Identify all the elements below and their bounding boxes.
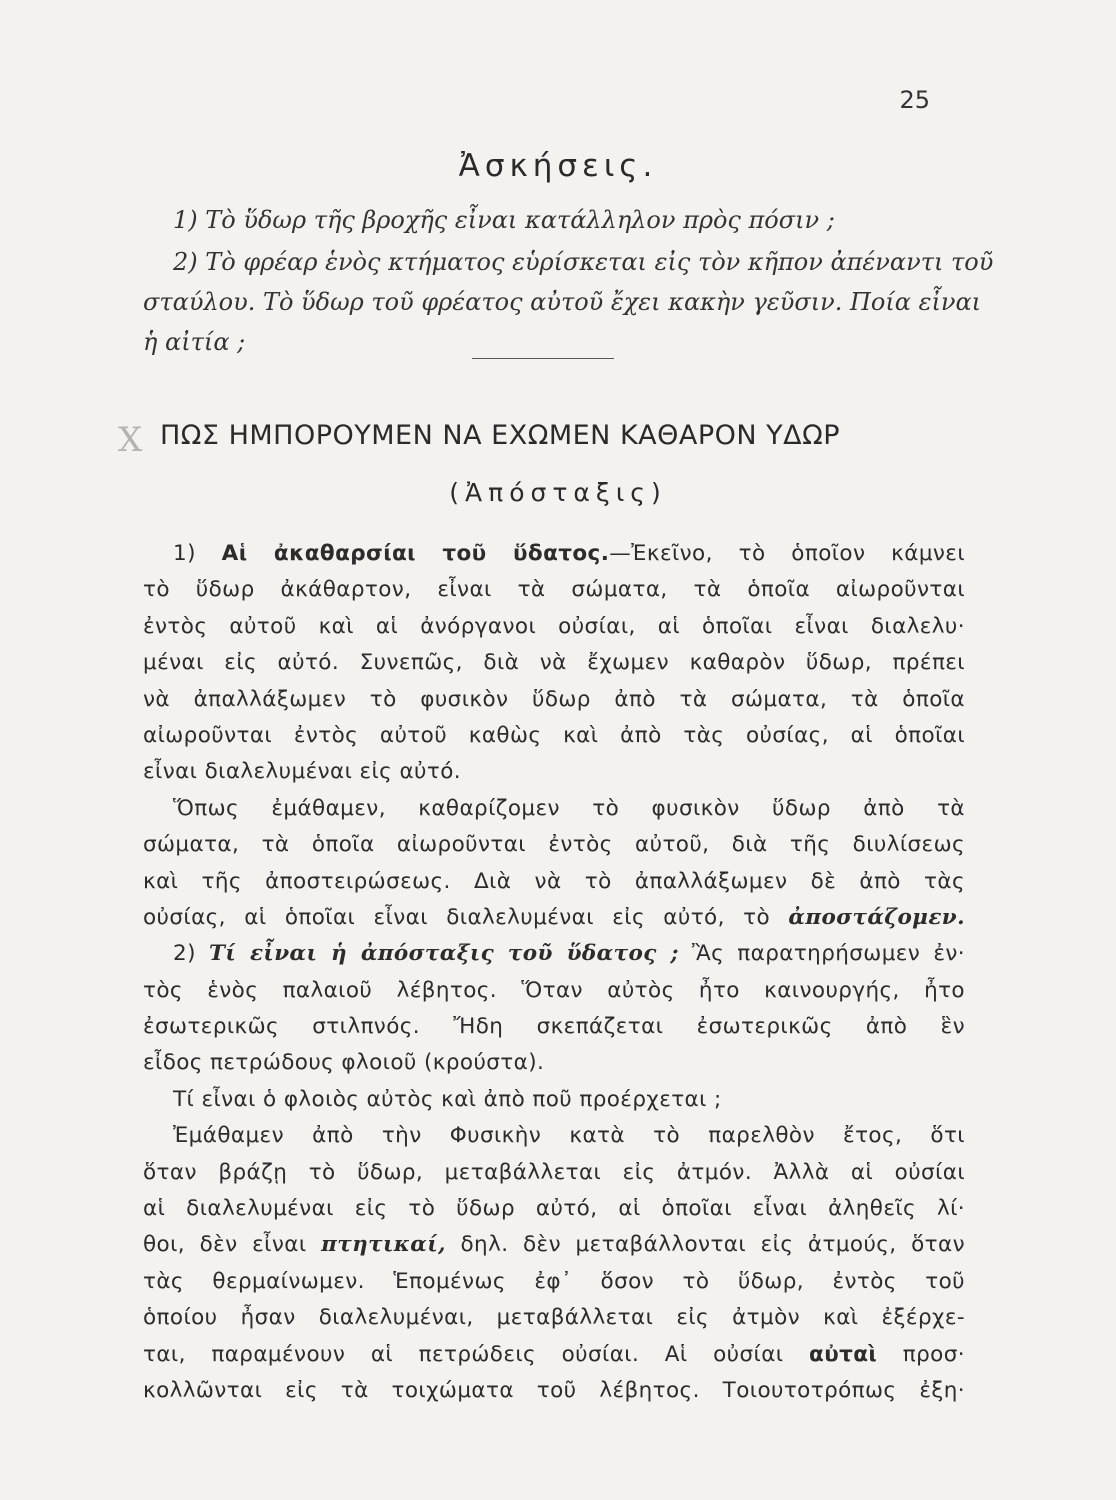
paragraph-1-line-6: αἰωροῦνται ἐντὸς αὐτοῦ καθὼς καὶ ἀπὸ τὰς οὐσίας, αἱ ὁποῖαι [143,722,965,748]
paragraph-5-line-7-end: προσ· [877,1341,965,1367]
paragraph-2-line-3: καὶ τῆς ἀποστειρώσεως. Διὰ νὰ τὸ ἀπαλλάξωμεν δὲ ἀπὸ τὰς [143,868,965,894]
paragraph-5-line-4 [143,1227,965,1263]
exercise-question-1: 1) Τὸ ὕδωρ τῆς βροχῆς εἶναι κατάλληλον πρὸς πόσιν ; [173,206,835,234]
paragraph-1-number: 1) [173,541,222,566]
paragraph-2-emphasis: ἀποστάζομεν. [788,904,965,930]
paragraph-5-line-3: αἱ διαλελυμέναι εἰς τὸ ὕδωρ αὐτό, αἱ ὁποῖαι εἶναι ἀληθεῖς λί· [143,1196,965,1222]
pencil-margin-mark: X [118,420,143,460]
paragraph-1-line-2: τὸ ὕδωρ ἀκάθαρτον, εἶναι τὰ σώματα, τὰ ὁποῖα αἰωροῦνται [143,577,965,603]
section-subtitle: (Ἀπόσταξις) [449,478,667,507]
exercise-question-2-line-2: σταύλου. Τὸ ὕδωρ τοῦ φρέατος αὐτοῦ ἔχει κακὴν γεῦσιν. Ποία εἶναι [143,288,982,316]
paragraph-5-line-4-end: δηλ. δὲν μεταβάλλονται εἰς ἀτμούς, ὅταν [445,1232,965,1258]
paragraph-3-line-1 [143,936,965,972]
paragraph-5-line-4-start: θοι, δὲν εἶναι [143,1232,322,1258]
exercises-title: Ἀσκήσεις. [458,148,658,184]
paragraph-1-line-4: μέναι εἰς αὐτό. Συνεπῶς, διὰ νὰ ἔχωμεν καθαρὸν ὕδωρ, πρέπει [143,650,965,676]
paragraph-2-line-1: Ὅπως ἐμάθαμεν, καθαρίζομεν τὸ φυσικὸν ὕδωρ ἀπὸ τὰ [173,795,965,821]
exercise-question-2-line-3: ἡ αἰτία ; [143,328,246,356]
page-number: 25 [899,86,930,114]
paragraph-2-line-2: σώματα, τὰ ὁποῖα αἰωροῦνται ἐντὸς αὐτοῦ, διὰ τῆς διυλίσεως [143,832,965,858]
paragraph-2-line-4 [143,900,965,936]
paragraph-5-line-1: Ἐμάθαμεν ἀπὸ τὴν Φυσικὴν κατὰ τὸ παρελθὸν ἔτος, ὅτι [173,1123,965,1149]
paragraph-1-line-7: εἶναι διαλελυμέναι εἰς αὐτό. [143,759,461,785]
paragraph-1-line-1-text: —Ἐκεῖνο, τὸ ὁποῖον κάμνει [609,541,965,566]
paragraph-5-line-8: κολλῶνται εἰς τὰ τοιχώματα τοῦ λέβητος. Τοιουτοτρόπως ἐξη· [143,1377,965,1403]
paragraph-5-line-7-start: ται, παραμένουν αἱ πετρώδεις οὐσίαι. Αἱ οὐσίαι [143,1341,810,1367]
paragraph-3-heading: Τί εἶναι ἡ ἀπόσταξις τοῦ ὕδατος ; [208,941,679,967]
body-text [143,536,965,1409]
paragraph-1-heading: Αἱ ἀκαθαρσίαι τοῦ ὕδατος. [221,541,610,566]
paragraph-1-line-5: νὰ ἀπαλλάξωμεν τὸ φυσικὸν ὕδωρ ἀπὸ τὰ σώματα, τὰ ὁποῖα [143,686,965,712]
paragraph-2-line-4-text: οὐσίας, αἱ ὁποῖαι εἶναι διαλελυμέναι εἰς αὐτό, τὸ [143,904,789,930]
paragraph-1-line-1 [143,536,965,572]
paragraph-5-line-7 [143,1337,965,1373]
paragraph-3-line-1-text: Ἂς παρατηρήσωμεν ἐν· [678,941,965,967]
paragraph-5-line-6: ὁποίου ἦσαν διαλελυμέναι, μεταβάλλεται εἰς ἀτμὸν καὶ ἐξέρχε- [143,1305,965,1331]
paragraph-5-emphasis: πτητικαί, [321,1232,446,1258]
paragraph-4-line-1: Τί εἶναι ὁ φλοιὸς αὐτὸς καὶ ἀπὸ ποῦ προέρχεται ; [173,1086,722,1112]
paragraph-3-line-2: τὸς ἑνὸς παλαιοῦ λέβητος. Ὅταν αὐτὸς ἦτο καινουργής, ἦτο [143,977,965,1003]
paragraph-3-number: 2) [173,941,209,967]
paragraph-3-line-4: εἶδος πετρώδους φλοιοῦ (κρούστα). [143,1050,545,1076]
exercise-question-2-line-1: 2) Τὸ φρέαρ ἑνὸς κτήματος εὑρίσκεται εἰς τὸν κῆπον ἀπέναντι τοῦ [173,248,994,276]
section-divider [472,358,614,359]
section-title: ΠΩΣ ΗΜΠΟΡΟΥΜΕΝ ΝΑ ΕΧΩΜΕΝ ΚΑΘΑΡΟΝ ΥΔΩΡ [160,420,841,451]
paragraph-5-line-5: τὰς θερμαίνωμεν. Ἑπομένως ἐφ᾽ ὅσον τὸ ὕδωρ, ἐντὸς τοῦ [143,1268,965,1294]
paragraph-1-line-3: ἐντὸς αὐτοῦ καὶ αἱ ἀνόργανοι οὐσίαι, αἱ ὁποῖαι εἶναι διαλελυ· [143,613,965,639]
paragraph-3-line-3: ἐσωτερικῶς στιλπνός. Ἤδη σκεπάζεται ἐσωτερικῶς ἀπὸ ἓν [143,1014,965,1040]
paragraph-5-bold-word: αὐταὶ [809,1341,878,1367]
paragraph-5-line-2: ὅταν βράζῃ τὸ ὕδωρ, μεταβάλλεται εἰς ἀτμόν. Ἀλλὰ αἱ οὐσίαι [143,1159,965,1185]
